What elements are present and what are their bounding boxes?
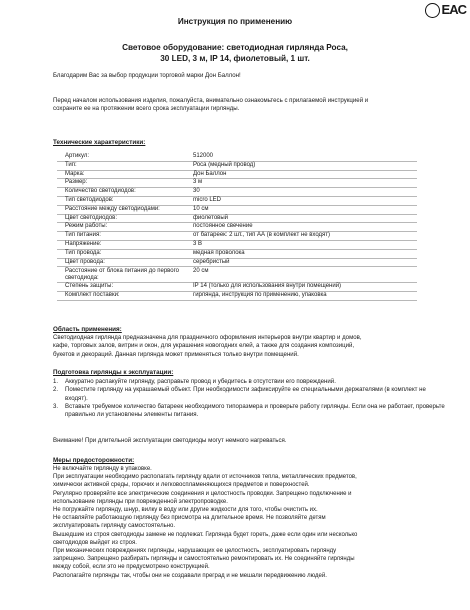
spec-value: micro LED — [193, 196, 222, 203]
spec-value: медная проволока — [193, 249, 245, 256]
table-row — [57, 153, 417, 162]
spec-value: 10 см — [193, 205, 209, 212]
spec-value: 3 В — [193, 240, 203, 247]
table-row — [57, 241, 417, 250]
spec-label: Цвет провода: — [65, 258, 105, 265]
safety-line: между собой, если это не предусмотрено конструкцией. — [53, 564, 210, 571]
prep-heading: Подготовка гирлянды к эксплуатации: — [53, 369, 174, 376]
product-subtitle — [0, 42, 470, 64]
safety-line: При механических повреждениях гирлянды, нарушающих ее целостность, эксплуатировать гирлянду — [53, 548, 337, 555]
spec-value: IP 14 (только для использования внутри помещений) — [193, 283, 342, 290]
spec-value: 20 см — [193, 267, 209, 274]
table-row — [57, 179, 417, 188]
spec-label: Размер: — [65, 179, 88, 186]
spec-value: постоянное свечение — [193, 223, 253, 230]
spec-label: Количество светодиодов: — [65, 188, 136, 195]
safety-line: Не погружайте гирлянду, шнур, вилку в воду или другие жидкости для того, чтобы очистить их. — [53, 507, 318, 514]
safety-line: химически активной среды, горючих и легковоспламеняющихся предметов и поверхностей. — [53, 482, 310, 489]
document-title: Инструкция по применению — [177, 17, 293, 26]
table-row — [57, 250, 417, 259]
area-paragraph — [53, 334, 445, 359]
table-row — [57, 206, 417, 215]
spec-label: Артикул: — [65, 153, 90, 159]
list-item: 3. Вставьте требуемое количество батареек необходимого типоразмера и проверьте работу гирлянды. Если она не работает, проверьте правильно ли установлены элементы питания. — [53, 402, 445, 419]
area-line: кафе, торговых залов, витрин и окон, для украшения новогодних елей, а также для создания композиций, — [53, 342, 355, 350]
spec-label: Тип провода: — [65, 249, 102, 256]
prep-list — [53, 378, 445, 419]
table-row — [57, 292, 417, 301]
safety-line: Вышедшие из строя светодиоды замене не подлежат. Гирлянда будет гореть, даже если один или несколько — [53, 531, 358, 538]
list-item: 1. Аккуратно распакуйте гирлянду, расправьте провод и убедитесь в отсутствии его повреждений. — [53, 378, 336, 385]
table-row — [57, 171, 417, 180]
eac-logo-text: EAC — [441, 2, 466, 17]
intro-paragraph — [53, 97, 445, 114]
table-row — [57, 283, 417, 292]
subtitle-line-2: 30 LED, 3 м, IP 14, фиолетовый, 1 шт. — [160, 54, 310, 63]
table-row — [57, 267, 417, 283]
spec-label: Тип светодиодов: — [65, 196, 114, 203]
attention-note: Внимание! При длительной эксплуатации светодиоды могут немного нагреваться. — [53, 437, 287, 444]
safety-line: Не оставляйте работающую гирлянду без присмотра на длительное время. Не позволяйте детям — [53, 515, 326, 522]
spec-value: гирлянда, инструкция по применению, упаковка — [193, 292, 327, 299]
area-line: букетов и декораций. Данная гирлянда может применяться только внутри помещений. — [53, 350, 299, 358]
safety-line: светодиодов выйдет из строя. — [53, 539, 137, 546]
table-row — [57, 215, 417, 224]
spec-label: Цвет светодиодов: — [65, 214, 118, 221]
table-row — [57, 232, 417, 241]
safety-paragraph — [53, 465, 445, 580]
spec-value: 30 — [193, 188, 200, 195]
spec-value: Роса (медный провод) — [193, 161, 256, 168]
subtitle-line-1: Световое оборудование: светодиодная гирлянда Роса, — [122, 43, 348, 52]
table-row — [57, 188, 417, 197]
globe-icon — [425, 3, 440, 18]
list-item: 2. Поместите гирлянду на украшаемый объект. При необходимости зафиксируйте ее специальными держателями (в комплект не входят). — [53, 386, 426, 402]
safety-line: запрещено. Запрещено разбирать гирлянды и самостоятельно ремонтировать их. Не соединяйте гирлянды — [53, 556, 355, 563]
table-row — [57, 223, 417, 232]
safety-line: Не включайте гирлянду в упаковке. — [53, 466, 152, 472]
spec-value: серебристый — [193, 258, 230, 265]
spec-value: 512000 — [193, 153, 214, 159]
table-row — [57, 197, 417, 206]
safety-line: использование гирлянды при поврежденной электропроводке. — [53, 498, 228, 505]
safety-line: эксплуатировать гирлянду самостоятельно. — [53, 523, 176, 530]
spec-label: Расстояние от блока питания до первого светодиода: — [65, 267, 180, 281]
safety-line: Регулярно проверяйте все электрические соединения и целостность проводки. Запрещено подключение и — [53, 490, 352, 497]
spec-label: Напряжение: — [65, 240, 102, 247]
spec-label: Марка: — [65, 170, 85, 177]
safety-line: При эксплуатации необходимо располагать гирлянду вдали от источников тепла, металлических предметов, — [53, 474, 357, 481]
table-row — [57, 259, 417, 268]
specs-heading: Технические характеристики: — [53, 139, 146, 146]
area-heading: Область применения: — [53, 326, 122, 333]
spec-label: Режим работы: — [65, 223, 108, 230]
eac-mark — [425, 2, 466, 18]
spec-label: Тип питания: — [65, 232, 101, 239]
spec-value: от батареек: 2 шт., тип АА (в комплект не входят) — [193, 232, 331, 239]
spec-value: 3 м — [193, 179, 203, 186]
table-row — [57, 162, 417, 171]
spec-label: Расстояние между светодиодами: — [65, 205, 160, 212]
intro-line-1: Перед началом использования изделия, пожалуйста, внимательно ознакомьтесь с прилагаемой инструкцией и — [53, 97, 369, 104]
safety-line: Располагайте гирлянды так, чтобы они не создавали преград и не мешали передвижению людей. — [53, 572, 327, 579]
safety-heading: Меры предосторожности: — [53, 457, 135, 464]
spec-label: Тип: — [65, 161, 77, 168]
spec-value: фиолетовый — [193, 214, 229, 221]
thanks-text: Благодарим Вас за выбор продукции торговой марки Дон Баллон! — [53, 72, 241, 79]
spec-value: Дон Баллон — [193, 170, 227, 177]
intro-line-2: сохраните ее на протяжении всего срока эксплуатации гирлянды. — [53, 105, 240, 113]
specs-table — [57, 153, 417, 301]
spec-label: Степень защиты: — [65, 283, 114, 290]
area-line: Светодиодная гирлянда предназначена для праздничного оформления интерьеров внутри квартир и домов, — [53, 334, 362, 341]
spec-label: Комплект поставки: — [65, 292, 120, 299]
